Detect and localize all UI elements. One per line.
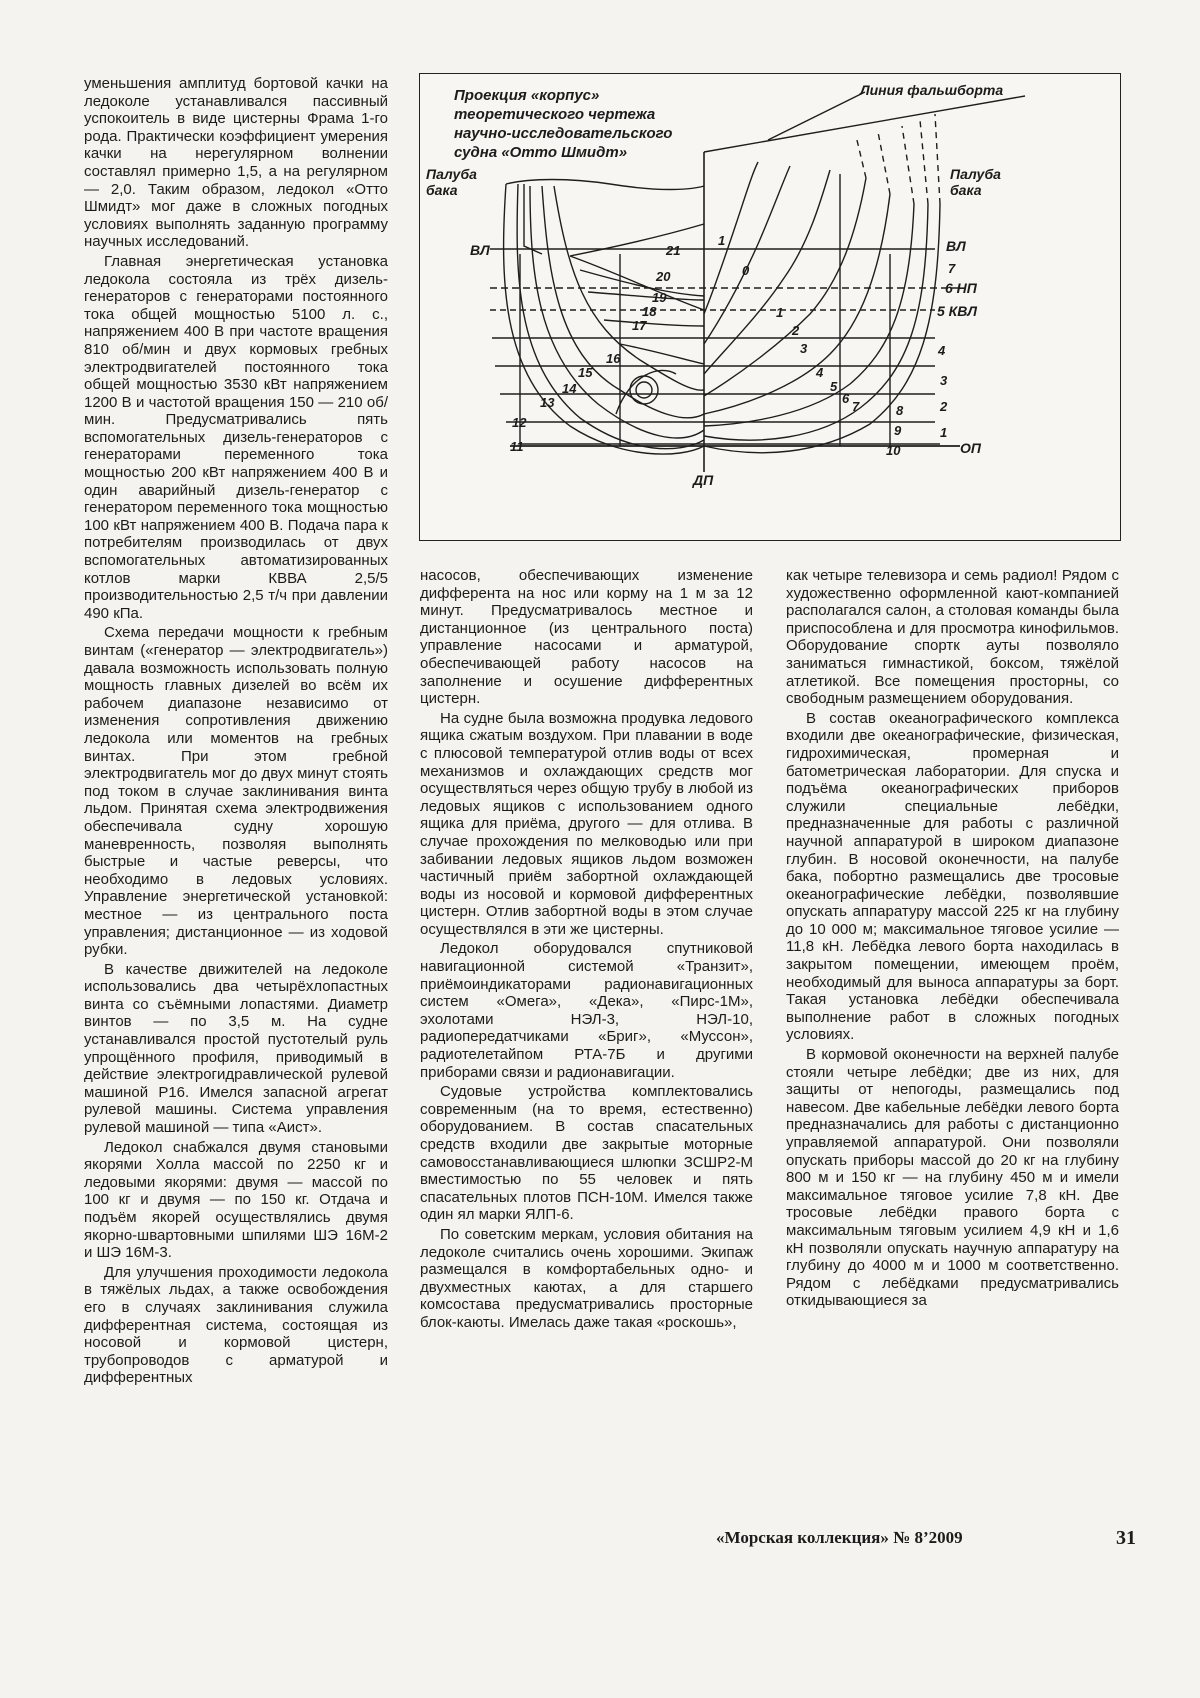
- page-number: 31: [1116, 1527, 1136, 1549]
- bulwark-line-label: Линия фальшборта: [860, 82, 1004, 98]
- station-label: 10: [886, 443, 901, 458]
- forecastle-deck-left-label: [426, 166, 477, 198]
- centerline-label: ДП: [693, 472, 714, 488]
- waterline-label: 1: [940, 425, 948, 440]
- station-label: 1: [718, 233, 726, 248]
- figure-caption: [454, 86, 714, 162]
- baseline-label: ОП: [960, 440, 981, 456]
- wl5-label: 5 КВЛ: [937, 303, 978, 319]
- waterline-label: 3: [940, 373, 948, 388]
- station-label: 8: [896, 403, 904, 418]
- paragraph: Главная энергетическая установка ледокола состояла из трёх дизель-генераторов с генераторами постоянного тока общей мощностью 5100 л. с., напряжением 400 В при частоте вращения 810 об/мин и двух кормовых гребных электродвигателей постоянного тока общей мощностью 3530 кВт напряжением 1200 В и частотой вращения 150 — 210 об/мин. Предусматривались пять вспомогательных дизель-генераторов с генераторами переменного тока мощностью 200 кВт напряжением 400 В и один аварийный дизель-генератор с генератором переменного тока мощностью 100 кВт напряжением 400 В. Подача пара к потребителям производилась от двух вспомогательных автоматизированных котлов марки КВВА 2,5/5 производительностью 2,5 т/ч при давлении 490 кПа.: [84, 252, 388, 622]
- waterline-label: 7: [948, 261, 956, 276]
- station-label: 21: [666, 243, 681, 258]
- station-label: 14: [562, 381, 577, 396]
- caption-line: научно-исследовательского: [454, 125, 673, 142]
- station-label: 12: [512, 415, 527, 430]
- label-line: бака: [950, 182, 982, 198]
- station-label: 16: [606, 351, 621, 366]
- paragraph: В качестве движителей на ледоколе использовались два четырёхлопастных винта со съёмными лопастями. Диаметр винтов — по 3,5 м. На судне устанавливался простой пустотелый руль упрощённого профиля, приводимый в действие электрогидравлической рулевой машиной Р16. Имелся запасной агрегат рулевой машины. Система управления рулевой машиной — типа «Аист».: [84, 960, 388, 1137]
- station-label: 2: [792, 323, 800, 338]
- text-column-right: [786, 567, 1119, 1312]
- station-label: 13: [540, 395, 555, 410]
- waterline-label: 2: [940, 399, 948, 414]
- vl-left-label: ВЛ: [470, 242, 490, 258]
- hull-body-plan-figure: [419, 73, 1121, 541]
- vl-right-label: ВЛ: [946, 238, 966, 254]
- caption-line: теоретического чертежа: [454, 106, 656, 123]
- paragraph: Ледокол снабжался двумя становыми якорями Холла массой по 2250 кг и ледовыми якорями: двумя — массой по 100 кг и двумя — по 150 кг. Отдача и подъём якорей осуществлялись двумя якорно-швартовными шпилями ШЭ 16М-2 и ШЭ 16М-3.: [84, 1138, 388, 1262]
- paragraph: как четыре телевизора и семь радиол! Рядом с художественно оформленной кают-компанией располагался салон, а столовая команды была приспособлена и для просмотра кинофильмов. Оборудование спортк ауты позволяло заниматься гимнастикой, боксом, тяжёлой атлетикой. Все помещения просторны, со свободным размещением оборудования.: [786, 567, 1119, 708]
- station-label: 20: [656, 269, 671, 284]
- text-column-left: [84, 75, 388, 1389]
- station-label: 1: [776, 305, 784, 320]
- station-label: 11: [510, 439, 524, 454]
- caption-line: Проекция «корпус»: [454, 87, 600, 104]
- label-line: бака: [426, 182, 458, 198]
- paragraph: В состав океанографического комплекса входили две океанографические, физическая, гидрохимическая, промерная и батометрическая лаборатории. Для спуска и подъёма океанографических приборов служили специальные лебёдки, предназначенные для работы с различной научной аппаратурой в широком диапазоне глубин. В носовой оконечности, на палубе бака, побортно размещались две тросовые океанографические лебёдки, позволявшие опускать аппаратуру массой 225 кг на глубину до 10 000 м; максимальное тяговое усилие — 11,8 кН. Лебёдка левого борта находилась в закрытом помещении, имеющем проём, необходимый для выноса аппаратуры за борт. Такая установка лебёдки обеспечивала выполнение работ в сложных погодных условиях.: [786, 709, 1119, 1044]
- station-label: 4: [816, 365, 824, 380]
- station-label: 19: [652, 290, 667, 305]
- station-label: 15: [578, 365, 593, 380]
- waterline-label: 4: [938, 343, 946, 358]
- caption-line: судна «Отто Шмидт»: [454, 144, 628, 161]
- magazine-issue: «Морская коллекция» № 8’2009: [716, 1528, 963, 1547]
- paragraph: уменьшения амплитуд бортовой качки на ледоколе устанавливался пассивный успокоитель в виде цистерны Фрама 1-го рода. Практически коэффициент умерения качки на нерегулярном волнении составлял примерно 1,5, а на регулярном — 2,0. Таким образом, ледокол «Отто Шмидт» мог даже в сложных погодных условиях выполнять заданную программу научных исследований.: [84, 75, 388, 251]
- paragraph: Схема передачи мощности к гребным винтам («генератор — электродвигатель») давала возможность использовать полную мощность главных дизелей во всём их рабочем диапазоне независимо от изменения сопротивления движению ледокола или моментов на гребных винтах. При этом гребной электродвигатель мог до двух минут стоять под током в случае заклинивания винта льдом. Принятая схема электродвижения обеспечивала судну хорошую маневренность, позволяя выполнять быстрые и частые реверсы, что необходимо в ледовых условиях. Управление энергетической установкой: местное — из центрального поста управления; дистанционное — из ходовой рубки.: [84, 624, 388, 959]
- station-label: 18: [642, 304, 657, 319]
- paragraph: В кормовой оконечности на верхней палубе стояли четыре лебёдки; две из них, для защиты от непогоды, размещались под навесом. Две кабельные лебёдки левого борта предназначались для работы с дистанционно управляемой аппаратурой. Они позволяли опускать приборы массой до 20 кг на глубину 800 м и 150 кг — на глубину 450 м и имели максимальное тяговое усилие 7,8 кН. Две тросовые лебёдки правого борта с максимальным тяговым усилием 4,9 кН и 1,6 кН позволяли опускать научную аппаратуру на глубину до 4000 м и 1000 м соответственно. Рядом с лебёдками предусматривались откидывающиеся за: [786, 1046, 1119, 1310]
- paragraph: насосов, обеспечивающих изменение дифферента на нос или корму на 1 м за 12 минут. Предусматривалось местное и дистанционное (из центрального поста) управление насосами и арматурой, обеспечивающей работу насосов на заполнение и осушение дифферентных цистерн.: [420, 567, 753, 708]
- paragraph: По советским меркам, условия обитания на ледоколе считались очень хорошими. Экипаж размещался в комфортабельных одно- и двухместных каютах, а для старшего комсостава предусматривались просторные блок-каюты. Имелась даже такая «роскошь»,: [420, 1225, 753, 1331]
- label-line: Палуба: [426, 166, 477, 182]
- station-label: 3: [800, 341, 808, 356]
- paragraph: Ледокол оборудовался спутниковой навигационной системой «Транзит», приёмоиндикаторами радионавигационных систем «Омега», «Дека», «Пирс-1М», эхолотами НЭЛ-3, НЭЛ-10, радиопередатчиками «Бриг», «Муссон», радиотелетайпом РТА-7Б и другими приборами связи и радионавигации.: [420, 940, 753, 1081]
- station-label: 5: [830, 379, 838, 394]
- station-label: 9: [894, 423, 902, 438]
- paragraph: Судовые устройства комплектовались современным (на то время, естественно) оборудованием. В состав спасательных средств входили две закрытые моторные самовосстанавливающиеся шлюпки ЗСШР2-М вместимостью по 55 человек и пять спасательных плотов ПСН-10М. Имелся также один ял марки ЯЛП-6.: [420, 1083, 753, 1224]
- station-label: 6: [842, 391, 850, 406]
- text-column-middle: [420, 567, 753, 1334]
- paragraph: На судне была возможна продувка ледового ящика сжатым воздухом. При плавании в воде с плюсовой температурой отлив воды от всех механизмов и охлаждающих средств мог осуществляться через общую трубу в любой из ледовых ящиков с использованием одного ящика для приёма, другого — для отлива. В случае прохождения по мелководью или при забивании ледовых ящиков льдом возможен частичный приём забортной охлаждающей воды из носовой и кормовой дифферентных цистерн. Отлив забортной воды в этом случае осуществлялся в эти же цистерны.: [420, 709, 753, 938]
- paragraph: Для улучшения проходимости ледокола в тяжёлых льдах, а также освобождения его в случаях заклинивания служила дифферентная система, состоящая из носовой и кормовой цистерн, трубопроводов с арматурой и дифферентных: [84, 1263, 388, 1387]
- station-label: 0: [742, 263, 750, 278]
- wl6-label: 6 НП: [945, 280, 977, 296]
- station-label: 17: [632, 318, 647, 333]
- station-label: 7: [852, 399, 860, 414]
- forecastle-deck-right-label: [950, 166, 1001, 198]
- label-line: Палуба: [950, 166, 1001, 182]
